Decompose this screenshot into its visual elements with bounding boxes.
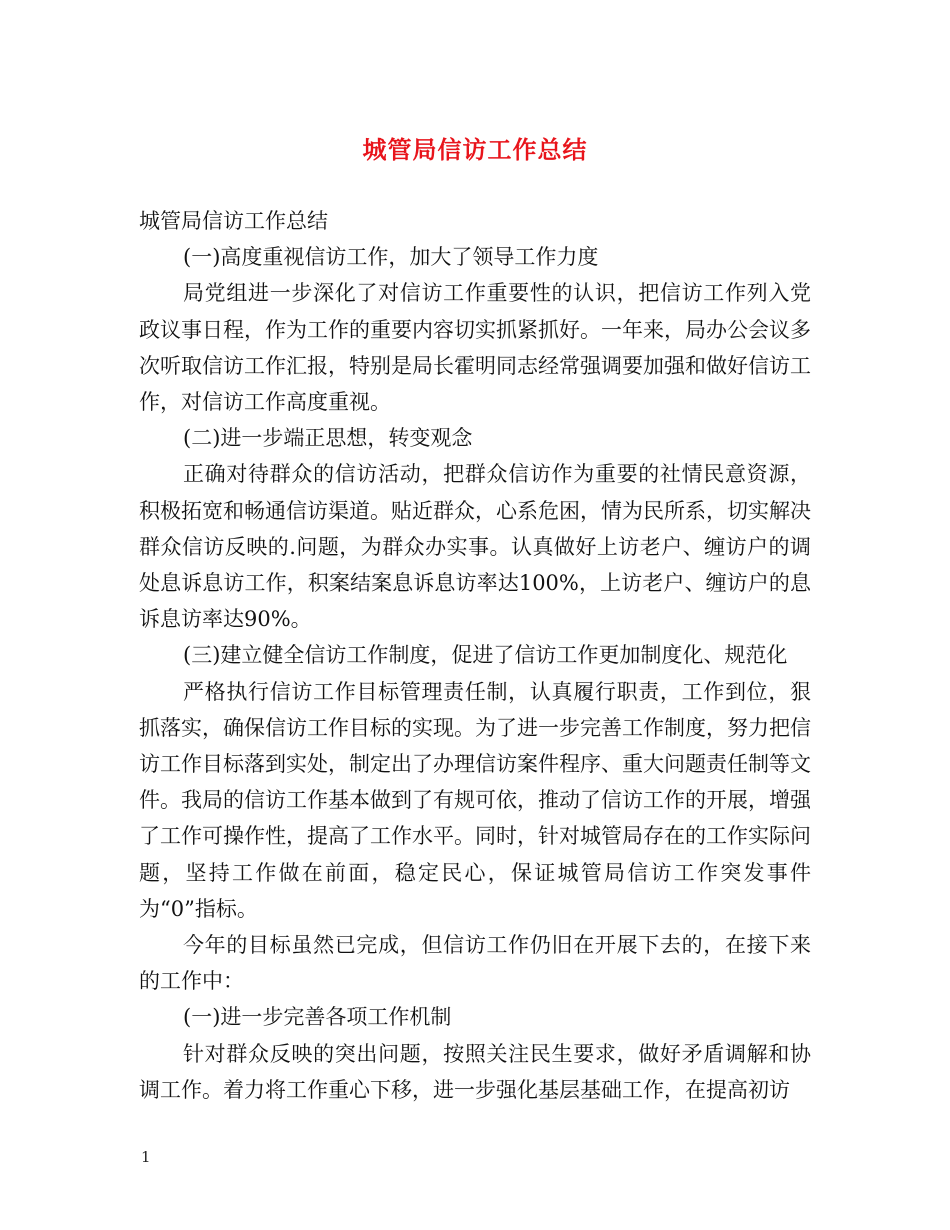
page-number: 1	[141, 1148, 151, 1166]
paragraph-3: 严格执行信访工作目标管理责任制，认真履行职责，工作到位，狠抓落实，确保信访工作目标的实现。为了进一步完善工作制度，努力把信访工作目标落到实处，制定出了办理信访案件程序、重大问题责任制等文件。我局的信访工作基本做到了有规可依，推动了信访工作的开展，增强了工作可操作性，提高了工作水平。同时，针对城管局存在的工作实际问题，坚持工作做在前面，稳定民心，保证城管局信访工作突发事件为“0”指标。	[139, 679, 811, 921]
section-heading-4: (一)进一步完善各项工作机制	[183, 1005, 452, 1030]
body-heading: 城管局信访工作总结	[139, 209, 328, 233]
paragraph-2: 正确对待群众的信访活动，把群众信访作为重要的社情民意资源，积极拓宽和畅通信访渠道。贴近群众，心系危困，情为民所系，切实解决群众信访反映的.问题，为群众办实事。认真做好上访老户、缠访户的调处息诉息访工作，积案结案息诉息访率达100%，上访老户、缠访户的息诉息访率达90%。	[139, 462, 811, 632]
section-heading-3: (三)建立健全信访工作制度，促进了信访工作更加制度化、规范化	[183, 643, 788, 668]
section-heading-2: (二)进一步端正思想，转变观念	[183, 426, 473, 451]
paragraph-4: 今年的目标虽然已完成，但信访工作仍旧在开展下去的，在接下来的工作中：	[139, 933, 811, 994]
paragraph-5: 针对群众反映的突出问题，按照关注民生要求，做好矛盾调解和协调工作。着力将工作重心下移，进一步强化基层基础工作，在提高初访	[139, 1041, 811, 1102]
paragraph-1: 局党组进一步深化了对信访工作重要性的认识，把信访工作列入党政议事日程，作为工作的重要内容切实抓紧抓好。一年来，局办公会议多次听取信访工作汇报，特别是局长霍明同志经常强调要加强和做好信访工作，对信访工作高度重视。	[139, 281, 811, 415]
section-heading-1: (一)高度重视信访工作，加大了领导工作力度	[183, 245, 599, 270]
document-title: 城管局信访工作总结	[362, 135, 588, 164]
document-body	[139, 203, 811, 1108]
